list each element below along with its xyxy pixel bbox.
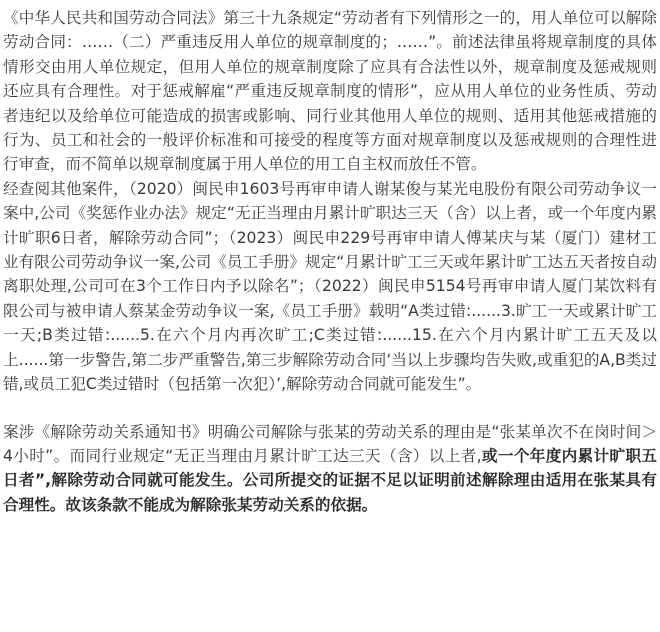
conclusion-bold-text: 或一个年度内累计旷职五日者”,解除劳动合同就可能发生。公司所提交的证据不足以证明前述解除理由适用在张某具有合理性。故该条款不能成为解除张某劳动关系的依据。 xyxy=(3,446,657,514)
paragraph-spacer xyxy=(3,397,657,420)
paragraph-law-article: 《中华人民共和国劳动合同法》第三十九条规定“劳动者有下列情形之一的，用人单位可以解除劳动合同：……（二）严重违反用人单位的规章制度的；……”。前述法律虽将规章制度的具体情形交由用人单位规定，但用人单位的规章制度除了应具有合法性以外，规章制度及惩戒规则还应具有合理性。对于惩戒解雇“严重违反规章制度的情形”，应从用人单位的业务性质、劳动者违纪以及给单位可能造成的损害或影响、同行业其他用人单位的规则、适用其他惩戒措施的行为、员工和社会的一般评价标准和可接受的程度等方面对规章制度以及惩戒规则的合理性进行审查，而不简单以规章制度属于用人单位的用工自主权而放任不管。 xyxy=(3,9,657,174)
conclusion-text: 案涉《解除劳动关系通知书》明确公司解除与张某的劳动关系的理由是“张某单次不在岗时间＞4小时”。而同行业规定“无正当理由月累计旷工达三天（含）以上者, xyxy=(3,422,657,465)
paragraph-conclusion xyxy=(3,420,657,518)
paragraph-similar-cases: 经查阅其他案件，（2020）闽民申1603号再审申请人谢某俊与某光电股份有限公司劳动争议一案中,公司《奖惩作业办法》规定“无正当理由月累计旷职达三天（含）以上者，或一个年度内累计旷职6日者，解除劳动合同”；（2023）闽民申229号再审申请人傅某庆与某（厦门）建材工业有限公司劳动争议一案,公司《员工手册》规定“月累计旷工三天或年累计旷工达五天者按自动离职处理,公司可在3个工作日内予以除名”；（2022）闽民申5154号再审申请人厦门某饮料有限公司与被申请人蔡某金劳动争议一案,《员工手册》载明“A类过错:......3.旷工一天或累计旷工一天;B类过错:......5.在六个月内再次旷工;C类过错:......15.在六个月内累计旷工五天及以上......第一步警告,第二步严重警告,第三步解除劳动合同‘当以上步骤均告失败,或重犯的A,B类过错,或员工犯C类过错时（包括第一次犯）’,解除劳动合同就可能发生”。 xyxy=(3,179,657,394)
